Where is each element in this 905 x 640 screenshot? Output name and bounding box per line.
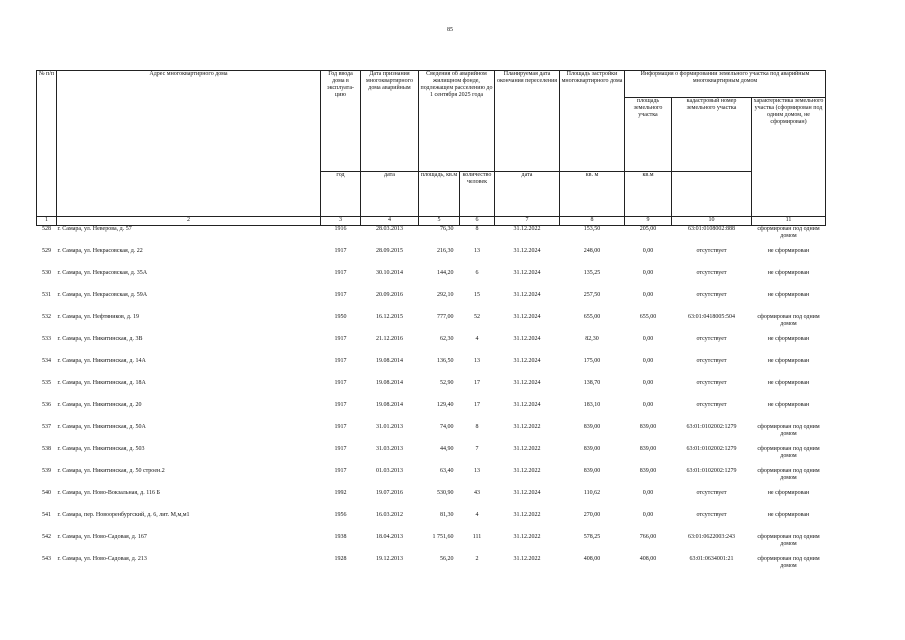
row-address: г. Самара, ул. Никитинская, д. 14А [57, 358, 146, 364]
header-land-info: Информация о формировании земельного участка под аварийным многоквартирным домом [625, 71, 826, 98]
row-land-status: не сформирован [767, 270, 810, 276]
row-people: 8 [475, 226, 479, 232]
header-cadastral: кадастровый номер земельного участка [672, 98, 752, 172]
unit-date: дата [361, 172, 419, 217]
row-cadastral: 63:01:0102002:1279 [686, 424, 737, 430]
row-recognition-date: 20.09.2016 [376, 292, 403, 298]
row-people: 52 [474, 314, 480, 320]
row-recognition-date: 19.08.2014 [376, 402, 403, 408]
row-recognition-date: 16.03.2012 [376, 512, 403, 518]
row-land-status: сформирован под одним домом [757, 314, 820, 327]
row-area: 76,30 [440, 226, 454, 232]
row-number: 532 [42, 314, 51, 320]
row-people: 17 [474, 402, 480, 408]
column-number: 7 [495, 217, 560, 226]
row-year: 1938 [334, 534, 347, 540]
row-build-area: 839,00 [583, 468, 601, 474]
header-year: Год ввода дома в эксплуата-цию [321, 71, 361, 172]
row-address: г. Самара, ул. Никитинская, д. 50А [57, 424, 146, 430]
row-cadastral: отсутствует [696, 292, 727, 298]
row-cadastral: отсутствует [696, 512, 727, 518]
table-row [37, 512, 826, 534]
row-land-status: сформирован под одним домом [757, 468, 820, 481]
row-recognition-date: 28.09.2015 [376, 248, 403, 254]
row-number: 542 [42, 534, 51, 540]
row-address: г. Самара, ул. Ново-Садовая, д. 167 [57, 534, 147, 540]
row-end-date: 31.12.2022 [513, 556, 541, 562]
row-build-area: 408,00 [583, 556, 601, 562]
row-land-area: 205,00 [639, 226, 657, 232]
row-area: 74,00 [440, 424, 454, 430]
row-recognition-date: 19.07.2016 [376, 490, 403, 496]
header-build-area: Площадь застройки многоквартирного дома [560, 71, 625, 172]
page-number: 85 [447, 27, 453, 33]
row-number: 529 [42, 248, 51, 254]
header-end-date: Планируемая дата окончания переселения [495, 71, 560, 172]
row-people: 8 [475, 424, 479, 430]
row-address: г. Самара, ул. Никитинская, д. 20 [57, 402, 142, 408]
row-end-date: 31.12.2022 [513, 534, 541, 540]
row-area: 292,10 [437, 292, 454, 298]
column-number: 3 [321, 217, 361, 226]
row-end-date: 31.12.2024 [513, 270, 541, 276]
unit-cadastral-empty [672, 172, 752, 217]
row-people: 43 [474, 490, 480, 496]
row-number: 530 [42, 270, 51, 276]
row-area: 52,90 [440, 380, 454, 386]
row-people: 6 [475, 270, 479, 276]
row-end-date: 31.12.2022 [513, 226, 541, 232]
row-number: 533 [42, 336, 51, 342]
row-people: 15 [474, 292, 480, 298]
row-area: 44,90 [440, 446, 454, 452]
row-address: г. Самара, ул. Ново-Садовая, д. 213 [57, 556, 147, 562]
row-land-status: не сформирован [767, 336, 810, 342]
row-land-status: сформирован под одним домом [757, 446, 820, 459]
row-cadastral: 63:01:0634001:21 [689, 556, 734, 562]
table-row [37, 402, 826, 424]
row-end-date: 31.12.2022 [513, 512, 541, 518]
row-build-area: 248,00 [583, 248, 601, 254]
row-cadastral: отсутствует [696, 358, 727, 364]
row-year: 1992 [334, 490, 347, 496]
table-row [37, 292, 826, 314]
row-build-area: 110,62 [583, 490, 601, 496]
row-area: 62,30 [440, 336, 454, 342]
row-cadastral: отсутствует [696, 270, 727, 276]
row-people: 13 [474, 358, 480, 364]
row-end-date: 31.12.2024 [513, 248, 541, 254]
row-recognition-date: 16.12.2015 [376, 314, 403, 320]
row-build-area: 839,00 [583, 424, 601, 430]
row-cadastral: 63:01:0418005:504 [687, 314, 735, 320]
row-area: 530,90 [437, 490, 454, 496]
row-land-status: не сформирован [767, 292, 810, 298]
row-cadastral: отсутствует [696, 402, 727, 408]
row-address: г. Самара, ул. Некрасовская, д. 59А [57, 292, 148, 298]
header-recognition-date: Дата признания многоквартирного дома аварийным [361, 71, 419, 172]
row-number: 539 [42, 468, 51, 474]
row-number: 536 [42, 402, 51, 408]
row-land-area: 0,00 [642, 490, 654, 496]
row-year: 1950 [334, 314, 347, 320]
row-end-date: 31.12.2024 [513, 358, 541, 364]
row-land-status: не сформирован [767, 380, 810, 386]
column-number: 10 [672, 217, 752, 226]
row-cadastral: 63:01:0102002:1279 [686, 446, 737, 452]
column-number: 2 [57, 217, 321, 226]
table-row [37, 490, 826, 512]
row-land-status: не сформирован [767, 512, 810, 518]
column-number: 4 [361, 217, 419, 226]
row-land-status: не сформирован [767, 248, 810, 254]
row-people: 111 [472, 534, 482, 540]
header-housing-info: Сведения об аварийном жилищном фонде, подлежащем расселению до 1 сентября 2025 года [419, 71, 495, 172]
table-row [37, 424, 826, 446]
row-recognition-date: 19.08.2014 [376, 358, 403, 364]
row-area: 144,20 [437, 270, 454, 276]
row-build-area: 839,00 [583, 446, 601, 452]
row-land-area: 0,00 [642, 380, 654, 386]
row-people: 13 [474, 468, 480, 474]
row-land-status: сформирован под одним домом [757, 424, 820, 437]
row-address: г. Самара, ул. Неверова, д. 57 [57, 226, 132, 232]
row-number: 538 [42, 446, 51, 452]
row-land-area: 839,00 [639, 424, 657, 430]
table-row [37, 534, 826, 556]
row-build-area: 655,00 [583, 314, 601, 320]
table-row [37, 336, 826, 358]
row-year: 1917 [334, 402, 347, 408]
row-address: г. Самара, пер. Новооренбургский, д. 6, лит. М,м,м1 [57, 512, 190, 518]
table-row [37, 556, 826, 578]
row-year: 1917 [334, 446, 347, 452]
row-end-date: 31.12.2024 [513, 314, 541, 320]
row-end-date: 31.12.2022 [513, 446, 541, 452]
unit-area: площадь, кв.м [419, 172, 460, 217]
column-number: 9 [625, 217, 672, 226]
row-land-area: 0,00 [642, 402, 654, 408]
table-row [37, 358, 826, 380]
header-land-area: площадь земельного участка [625, 98, 672, 172]
row-build-area: 183,10 [583, 402, 601, 408]
row-recognition-date: 19.12.2013 [376, 556, 403, 562]
row-build-area: 138,70 [583, 380, 601, 386]
row-recognition-date: 30.10.2014 [376, 270, 403, 276]
row-recognition-date: 31.01.2013 [376, 424, 403, 430]
row-land-area: 0,00 [642, 292, 654, 298]
row-number: 528 [42, 226, 51, 232]
row-build-area: 82,30 [585, 336, 599, 342]
row-build-area: 135,25 [583, 270, 601, 276]
row-area: 63,40 [440, 468, 454, 474]
row-land-status: сформирован под одним домом [757, 534, 820, 547]
row-cadastral: отсутствует [696, 336, 727, 342]
row-area: 136,50 [437, 358, 454, 364]
row-number: 543 [42, 556, 51, 562]
table-row [37, 226, 826, 249]
header-num: № п/п [37, 71, 57, 217]
row-people: 17 [474, 380, 480, 386]
row-recognition-date: 19.08.2014 [376, 380, 403, 386]
row-area: 216,30 [437, 248, 454, 254]
row-end-date: 31.12.2024 [513, 336, 541, 342]
row-land-area: 766,00 [639, 534, 657, 540]
row-land-area: 0,00 [642, 512, 654, 518]
row-people: 4 [475, 512, 479, 518]
row-recognition-date: 01.03.2013 [376, 468, 403, 474]
row-address: г. Самара, ул. Нефтяников, д. 19 [57, 314, 139, 320]
row-land-area: 655,00 [639, 314, 657, 320]
row-people: 2 [475, 556, 479, 562]
row-land-status: не сформирован [767, 358, 810, 364]
column-number: 5 [419, 217, 460, 226]
row-people: 13 [474, 248, 480, 254]
row-area: 81,30 [440, 512, 454, 518]
row-area: 777,00 [437, 314, 454, 320]
row-recognition-date: 21.12.2016 [376, 336, 403, 342]
table-row [37, 446, 826, 468]
row-year: 1917 [334, 292, 347, 298]
row-land-area: 839,00 [639, 468, 657, 474]
unit-people: количество человек [460, 172, 495, 217]
row-recognition-date: 31.03.2013 [376, 446, 403, 452]
row-land-area: 0,00 [642, 248, 654, 254]
row-end-date: 31.12.2024 [513, 402, 541, 408]
row-land-area: 839,00 [639, 446, 657, 452]
column-number: 11 [752, 217, 826, 226]
row-land-status: сформирован под одним домом [757, 556, 820, 569]
row-year: 1917 [334, 270, 347, 276]
column-number: 1 [37, 217, 57, 226]
row-area: 129,40 [437, 402, 454, 408]
row-land-status: сформирован под одним домом [757, 226, 820, 239]
row-land-area: 408,00 [639, 556, 657, 562]
unit-land-area: кв.м [625, 172, 672, 217]
row-address: г. Самара, ул. Некрасовская, д. 35А [57, 270, 148, 276]
row-year: 1917 [334, 358, 347, 364]
table-row [37, 380, 826, 402]
row-address: г. Самара, ул. Никитинская, д. 18А [57, 380, 146, 386]
header-address: Адрес многоквартирного дома [57, 71, 321, 217]
row-year: 1917 [334, 248, 347, 254]
table-row [37, 314, 826, 336]
unit-build-area: кв. м [560, 172, 625, 217]
row-end-date: 31.12.2022 [513, 424, 541, 430]
row-recognition-date: 28.03.2013 [376, 226, 403, 232]
row-cadastral: 63:01:0102002:1279 [686, 468, 737, 474]
column-number: 8 [560, 217, 625, 226]
unit-end-date: дата [495, 172, 560, 217]
row-address: г. Самара, ул. Ново-Вокзальная, д. 116 Б [57, 490, 160, 496]
row-number: 535 [42, 380, 51, 386]
row-year: 1917 [334, 336, 347, 342]
row-build-area: 257,50 [583, 292, 601, 298]
row-land-status: не сформирован [767, 402, 810, 408]
row-cadastral: отсутствует [696, 248, 727, 254]
row-area: 56,20 [440, 556, 454, 562]
row-people: 7 [475, 446, 479, 452]
column-number-row [37, 217, 826, 226]
row-land-status: не сформирован [767, 490, 810, 496]
row-year: 1917 [334, 380, 347, 386]
row-year: 1916 [334, 226, 347, 232]
unit-year: год [321, 172, 361, 217]
column-number: 6 [460, 217, 495, 226]
row-address: г. Самара, ул. Никитинская, д. 50 строен.2 [57, 468, 165, 474]
emergency-housing-table [36, 70, 826, 578]
row-address: г. Самара, ул. Некрасовская, д. 22 [57, 248, 143, 254]
row-land-area: 0,00 [642, 270, 654, 276]
table-row [37, 468, 826, 490]
row-end-date: 31.12.2022 [513, 468, 541, 474]
row-year: 1917 [334, 468, 347, 474]
row-address: г. Самара, ул. Никитинская, д. 503 [57, 446, 145, 452]
row-year: 1917 [334, 424, 347, 430]
header-land-status: характеристика земельного участка (сформирован под одним домом, не сформирован) [752, 98, 826, 217]
row-year: 1928 [334, 556, 347, 562]
row-recognition-date: 18.04.2013 [376, 534, 403, 540]
table-row [37, 270, 826, 292]
row-build-area: 270,00 [583, 512, 601, 518]
row-end-date: 31.12.2024 [513, 292, 541, 298]
row-end-date: 31.12.2024 [513, 380, 541, 386]
row-address: г. Самара, ул. Никитинская, д. 3В [57, 336, 143, 342]
row-cadastral: отсутствует [696, 490, 727, 496]
row-cadastral: отсутствует [696, 380, 727, 386]
row-land-area: 0,00 [642, 358, 654, 364]
row-cadastral: 63:01:0108002:888 [687, 226, 735, 232]
row-cadastral: 63:01:0622003:243 [687, 534, 735, 540]
row-end-date: 31.12.2024 [513, 490, 541, 496]
table-row [37, 248, 826, 270]
row-year: 1956 [334, 512, 347, 518]
row-number: 541 [42, 512, 51, 518]
row-build-area: 153,50 [583, 226, 601, 232]
row-land-area: 0,00 [642, 336, 654, 342]
row-area: 1 751,60 [432, 534, 454, 540]
row-build-area: 578,25 [583, 534, 601, 540]
row-number: 540 [42, 490, 51, 496]
row-build-area: 175,00 [583, 358, 601, 364]
row-people: 4 [475, 336, 479, 342]
row-number: 537 [42, 424, 51, 430]
row-number: 534 [42, 358, 51, 364]
row-number: 531 [42, 292, 51, 298]
